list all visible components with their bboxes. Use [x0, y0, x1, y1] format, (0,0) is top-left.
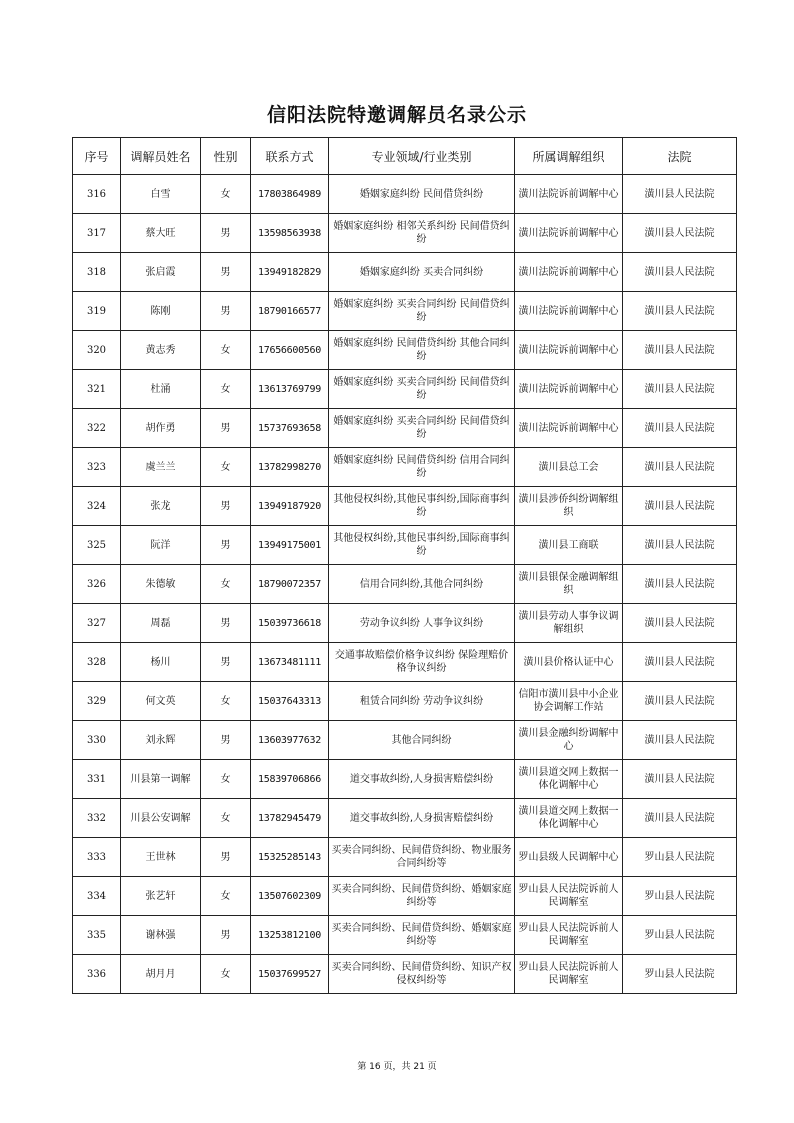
- page-title: 信阳法院特邀调解员名录公示: [266, 104, 527, 126]
- court-name-cell: 潢川县人民法院: [623, 721, 737, 760]
- gender-cell: 男: [201, 253, 251, 292]
- gender-cell: 男: [201, 643, 251, 682]
- row-number-cell: 335: [73, 916, 121, 955]
- row-number-cell: 329: [73, 682, 121, 721]
- table-row: [73, 565, 737, 604]
- court-name-cell: 潢川县人民法院: [623, 448, 737, 487]
- phone-number-cell: 15037699527: [251, 955, 329, 994]
- row-number-cell: 330: [73, 721, 121, 760]
- specialty-field-cell: 婚姻家庭纠纷 民间借贷纠纷 其他合同纠纷: [329, 331, 515, 370]
- mediator-name-cell: 何文英: [121, 682, 201, 721]
- court-name-cell: 潢川县人民法院: [623, 214, 737, 253]
- row-number-cell: 323: [73, 448, 121, 487]
- phone-number-cell: 13949182829: [251, 253, 329, 292]
- table-row: [73, 487, 737, 526]
- gender-cell: 女: [201, 955, 251, 994]
- court-name-cell: 罗山县人民法院: [623, 877, 737, 916]
- court-name-cell: 潢川县人民法院: [623, 760, 737, 799]
- court-name-cell: 潢川县人民法院: [623, 604, 737, 643]
- mediation-organization-cell: 潢川法院诉前调解中心: [515, 370, 623, 409]
- gender-cell: 女: [201, 760, 251, 799]
- gender-cell: 男: [201, 526, 251, 565]
- mediator-name-cell: 蔡大旺: [121, 214, 201, 253]
- mediator-name-cell: 川县公安调解: [121, 799, 201, 838]
- mediation-organization-cell: 潢川法院诉前调解中心: [515, 409, 623, 448]
- row-number-cell: 316: [73, 175, 121, 214]
- court-name-cell: 潢川县人民法院: [623, 253, 737, 292]
- row-number-cell: 321: [73, 370, 121, 409]
- gender-cell: 女: [201, 448, 251, 487]
- phone-number-cell: 13603977632: [251, 721, 329, 760]
- mediation-organization-cell: 潢川县总工会: [515, 448, 623, 487]
- court-name-cell: 罗山县人民法院: [623, 955, 737, 994]
- phone-number-cell: 15037643313: [251, 682, 329, 721]
- table-row: [73, 799, 737, 838]
- mediator-name-cell: 张龙: [121, 487, 201, 526]
- mediator-name-cell: 谢林强: [121, 916, 201, 955]
- mediator-table: [72, 137, 737, 994]
- court-name-cell: 潢川县人民法院: [623, 487, 737, 526]
- mediation-organization-cell: 潢川县价格认证中心: [515, 643, 623, 682]
- mediator-name-cell: 张艺轩: [121, 877, 201, 916]
- specialty-field-cell: 买卖合同纠纷、民间借贷纠纷、知识产权侵权纠纷等: [329, 955, 515, 994]
- court-name-cell: 潢川县人民法院: [623, 526, 737, 565]
- specialty-field-cell: 其他侵权纠纷,其他民事纠纷,国际商事纠纷: [329, 487, 515, 526]
- specialty-field-cell: 婚姻家庭纠纷 买卖合同纠纷 民间借贷纠纷: [329, 409, 515, 448]
- mediation-organization-cell: 罗山县人民法院诉前人民调解室: [515, 955, 623, 994]
- court-name-cell: 潢川县人民法院: [623, 292, 737, 331]
- table-row: [73, 760, 737, 799]
- mediator-name-cell: 杨川: [121, 643, 201, 682]
- row-number-cell: 317: [73, 214, 121, 253]
- mediation-organization-cell: 罗山县级人民调解中心: [515, 838, 623, 877]
- specialty-field-cell: 婚姻家庭纠纷 民间借贷纠纷: [329, 175, 515, 214]
- table-row: [73, 643, 737, 682]
- table-row: [73, 331, 737, 370]
- mediation-organization-cell: 潢川县工商联: [515, 526, 623, 565]
- table-row: [73, 526, 737, 565]
- table-body: [73, 175, 737, 994]
- mediation-organization-cell: 潢川县金融纠纷调解中心: [515, 721, 623, 760]
- court-name-cell: 潢川县人民法院: [623, 409, 737, 448]
- table-row: [73, 604, 737, 643]
- table-row: [73, 838, 737, 877]
- mediator-name-cell: 张启霞: [121, 253, 201, 292]
- specialty-field-cell: 交通事故赔偿价格争议纠纷 保险理赔价格争议纠纷: [329, 643, 515, 682]
- mediation-organization-cell: 潢川县涉侨纠纷调解组织: [515, 487, 623, 526]
- phone-number-cell: 13782945479: [251, 799, 329, 838]
- row-number-cell: 331: [73, 760, 121, 799]
- gender-cell: 女: [201, 370, 251, 409]
- table-row: [73, 877, 737, 916]
- mediator-name-cell: 阮洋: [121, 526, 201, 565]
- court-name-cell: 潢川县人民法院: [623, 370, 737, 409]
- row-number-cell: 328: [73, 643, 121, 682]
- phone-number-cell: 13253812100: [251, 916, 329, 955]
- header-cell-phone: 联系方式: [251, 138, 329, 175]
- mediation-organization-cell: 信阳市潢川县中小企业协会调解工作站: [515, 682, 623, 721]
- mediation-organization-cell: 潢川县道交网上数据一体化调解中心: [515, 760, 623, 799]
- table-header-row: [73, 138, 737, 175]
- mediation-organization-cell: 潢川法院诉前调解中心: [515, 253, 623, 292]
- phone-number-cell: 15325285143: [251, 838, 329, 877]
- mediator-name-cell: 刘永辉: [121, 721, 201, 760]
- row-number-cell: 333: [73, 838, 121, 877]
- table-row: [73, 253, 737, 292]
- gender-cell: 男: [201, 214, 251, 253]
- specialty-field-cell: 信用合同纠纷,其他合同纠纷: [329, 565, 515, 604]
- row-number-cell: 319: [73, 292, 121, 331]
- row-number-cell: 326: [73, 565, 121, 604]
- mediation-organization-cell: 潢川县劳动人事争议调解组织: [515, 604, 623, 643]
- phone-number-cell: 13507602309: [251, 877, 329, 916]
- phone-number-cell: 13782998270: [251, 448, 329, 487]
- gender-cell: 男: [201, 916, 251, 955]
- phone-number-cell: 18790166577: [251, 292, 329, 331]
- phone-number-cell: 17656600560: [251, 331, 329, 370]
- row-number-cell: 322: [73, 409, 121, 448]
- court-name-cell: 潢川县人民法院: [623, 682, 737, 721]
- header-cell-name: 调解员姓名: [121, 138, 201, 175]
- mediation-organization-cell: 潢川法院诉前调解中心: [515, 175, 623, 214]
- phone-number-cell: 13949187920: [251, 487, 329, 526]
- court-name-cell: 潢川县人民法院: [623, 175, 737, 214]
- mediation-organization-cell: 罗山县人民法院诉前人民调解室: [515, 877, 623, 916]
- phone-number-cell: 17803864989: [251, 175, 329, 214]
- mediator-name-cell: 王世林: [121, 838, 201, 877]
- row-number-cell: 334: [73, 877, 121, 916]
- gender-cell: 男: [201, 409, 251, 448]
- specialty-field-cell: 婚姻家庭纠纷 买卖合同纠纷 民间借贷纠纷: [329, 292, 515, 331]
- gender-cell: 女: [201, 799, 251, 838]
- mediator-name-cell: 朱德敏: [121, 565, 201, 604]
- gender-cell: 女: [201, 682, 251, 721]
- table-row: [73, 721, 737, 760]
- gender-cell: 男: [201, 292, 251, 331]
- table-row: [73, 175, 737, 214]
- table-row: [73, 682, 737, 721]
- mediator-name-cell: 陈刚: [121, 292, 201, 331]
- court-name-cell: 潢川县人民法院: [623, 565, 737, 604]
- table-row: [73, 214, 737, 253]
- table-row: [73, 370, 737, 409]
- table-row: [73, 448, 737, 487]
- row-number-cell: 332: [73, 799, 121, 838]
- row-number-cell: 320: [73, 331, 121, 370]
- court-name-cell: 潢川县人民法院: [623, 799, 737, 838]
- header-cell-court: 法院: [623, 138, 737, 175]
- specialty-field-cell: 买卖合同纠纷、民间借贷纠纷、婚姻家庭纠纷等: [329, 877, 515, 916]
- specialty-field-cell: 买卖合同纠纷、民间借贷纠纷、婚姻家庭纠纷等: [329, 916, 515, 955]
- phone-number-cell: 15039736618: [251, 604, 329, 643]
- row-number-cell: 336: [73, 955, 121, 994]
- phone-number-cell: 13598563938: [251, 214, 329, 253]
- mediation-organization-cell: 潢川县银保金融调解组织: [515, 565, 623, 604]
- mediator-name-cell: 川县第一调解: [121, 760, 201, 799]
- table-row: [73, 292, 737, 331]
- court-name-cell: 罗山县人民法院: [623, 916, 737, 955]
- mediator-name-cell: 周磊: [121, 604, 201, 643]
- gender-cell: 女: [201, 331, 251, 370]
- mediation-organization-cell: 潢川县道交网上数据一体化调解中心: [515, 799, 623, 838]
- specialty-field-cell: 其他合同纠纷: [329, 721, 515, 760]
- mediator-name-cell: 胡作勇: [121, 409, 201, 448]
- court-name-cell: 罗山县人民法院: [623, 838, 737, 877]
- mediator-name-cell: 黄志秀: [121, 331, 201, 370]
- mediation-organization-cell: 罗山县人民法院诉前人民调解室: [515, 916, 623, 955]
- specialty-field-cell: 道交事故纠纷,人身损害赔偿纠纷: [329, 760, 515, 799]
- mediator-name-cell: 胡月月: [121, 955, 201, 994]
- gender-cell: 女: [201, 565, 251, 604]
- row-number-cell: 327: [73, 604, 121, 643]
- row-number-cell: 324: [73, 487, 121, 526]
- gender-cell: 男: [201, 487, 251, 526]
- specialty-field-cell: 婚姻家庭纠纷 买卖合同纠纷: [329, 253, 515, 292]
- mediator-name-cell: 虞兰兰: [121, 448, 201, 487]
- specialty-field-cell: 其他侵权纠纷,其他民事纠纷,国际商事纠纷: [329, 526, 515, 565]
- gender-cell: 男: [201, 838, 251, 877]
- mediator-name-cell: 白雪: [121, 175, 201, 214]
- specialty-field-cell: 劳动争议纠纷 人事争议纠纷: [329, 604, 515, 643]
- court-name-cell: 潢川县人民法院: [623, 331, 737, 370]
- specialty-field-cell: 道交事故纠纷,人身损害赔偿纠纷: [329, 799, 515, 838]
- phone-number-cell: 13673481111: [251, 643, 329, 682]
- phone-number-cell: 13613769799: [251, 370, 329, 409]
- gender-cell: 女: [201, 175, 251, 214]
- specialty-field-cell: 婚姻家庭纠纷 相邻关系纠纷 民间借贷纠纷: [329, 214, 515, 253]
- header-cell-field: 专业领域/行业类别: [329, 138, 515, 175]
- mediation-organization-cell: 潢川法院诉前调解中心: [515, 292, 623, 331]
- header-cell-organization: 所属调解组织: [515, 138, 623, 175]
- mediator-name-cell: 杜涌: [121, 370, 201, 409]
- page-footer: 第 16 页，共 21 页: [357, 1062, 437, 1072]
- specialty-field-cell: 租赁合同纠纷 劳动争议纠纷: [329, 682, 515, 721]
- table-row: [73, 409, 737, 448]
- mediation-organization-cell: 潢川法院诉前调解中心: [515, 331, 623, 370]
- phone-number-cell: 15839706866: [251, 760, 329, 799]
- header-cell-gender: 性别: [201, 138, 251, 175]
- court-name-cell: 潢川县人民法院: [623, 643, 737, 682]
- header-cell-number: 序号: [73, 138, 121, 175]
- phone-number-cell: 13949175001: [251, 526, 329, 565]
- phone-number-cell: 18790072357: [251, 565, 329, 604]
- gender-cell: 女: [201, 877, 251, 916]
- row-number-cell: 325: [73, 526, 121, 565]
- specialty-field-cell: 买卖合同纠纷、民间借贷纠纷、物业服务合同纠纷等: [329, 838, 515, 877]
- gender-cell: 男: [201, 721, 251, 760]
- table-row: [73, 955, 737, 994]
- specialty-field-cell: 婚姻家庭纠纷 买卖合同纠纷 民间借贷纠纷: [329, 370, 515, 409]
- table-row: [73, 916, 737, 955]
- gender-cell: 男: [201, 604, 251, 643]
- row-number-cell: 318: [73, 253, 121, 292]
- phone-number-cell: 15737693658: [251, 409, 329, 448]
- mediation-organization-cell: 潢川法院诉前调解中心: [515, 214, 623, 253]
- specialty-field-cell: 婚姻家庭纠纷 民间借贷纠纷 信用合同纠纷: [329, 448, 515, 487]
